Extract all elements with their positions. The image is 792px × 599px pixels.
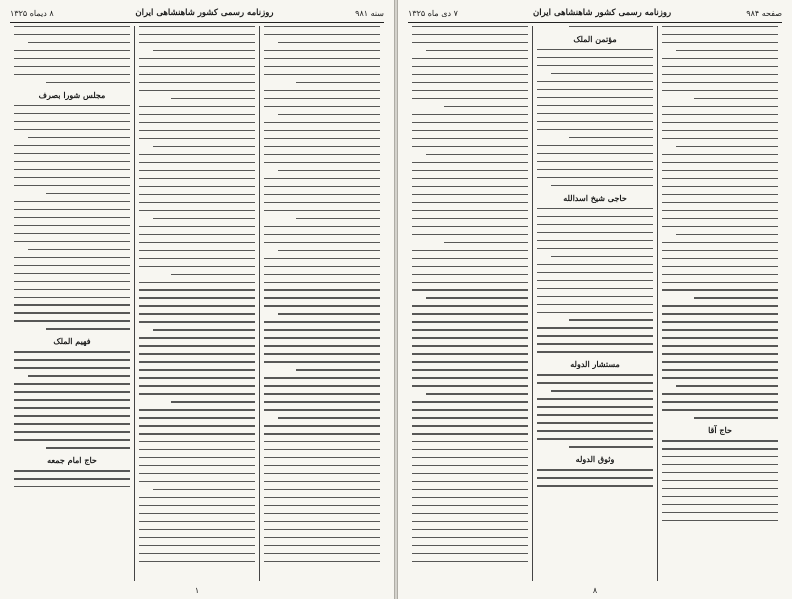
right-heading-3: حاجی شیخ اسدالله <box>563 192 627 203</box>
left-header-title: روزنامه رسمی کشور شاهنشاهی ایران <box>135 8 274 18</box>
left-header-page-label: سنه ۹۸۱ <box>355 8 384 18</box>
left-page-column-2 <box>134 26 259 581</box>
right-page-column-1 <box>657 26 782 581</box>
right-page <box>398 0 792 599</box>
right-page-header <box>408 6 782 23</box>
left-header-date: ۸ دیماه ۱۳۲۵ <box>10 8 54 18</box>
right-header-date: ۷ دی ماه ۱۳۲۵ <box>408 8 458 18</box>
right-page-column-3 <box>408 26 532 581</box>
left-page-number: ۱ <box>194 586 200 595</box>
right-page-column-2 <box>532 26 657 581</box>
right-page-number: ۸ <box>592 586 598 595</box>
left-page-column-3 <box>10 26 134 581</box>
right-heading-5: وثوق الدوله <box>575 454 615 465</box>
right-heading-1: حاج آقا <box>708 425 732 436</box>
left-heading-3: حاج امام جمعه <box>47 455 97 466</box>
right-heading-2: مؤتمن الملک <box>573 33 617 44</box>
right-page-columns <box>408 26 782 581</box>
left-page-column-1 <box>259 26 384 581</box>
right-header-title: روزنامه رسمی کشور شاهنشاهی ایران <box>533 8 672 18</box>
left-heading-1: مجلس شورا بصرف <box>38 89 106 100</box>
right-heading-4: مستشار الدوله <box>570 359 620 370</box>
left-heading-2: فهیم الملک <box>53 336 91 347</box>
right-header-page-label: صفحه ۹۸۴ <box>746 8 782 18</box>
left-page <box>0 0 394 599</box>
left-page-header <box>10 6 384 23</box>
left-page-columns <box>10 26 384 581</box>
